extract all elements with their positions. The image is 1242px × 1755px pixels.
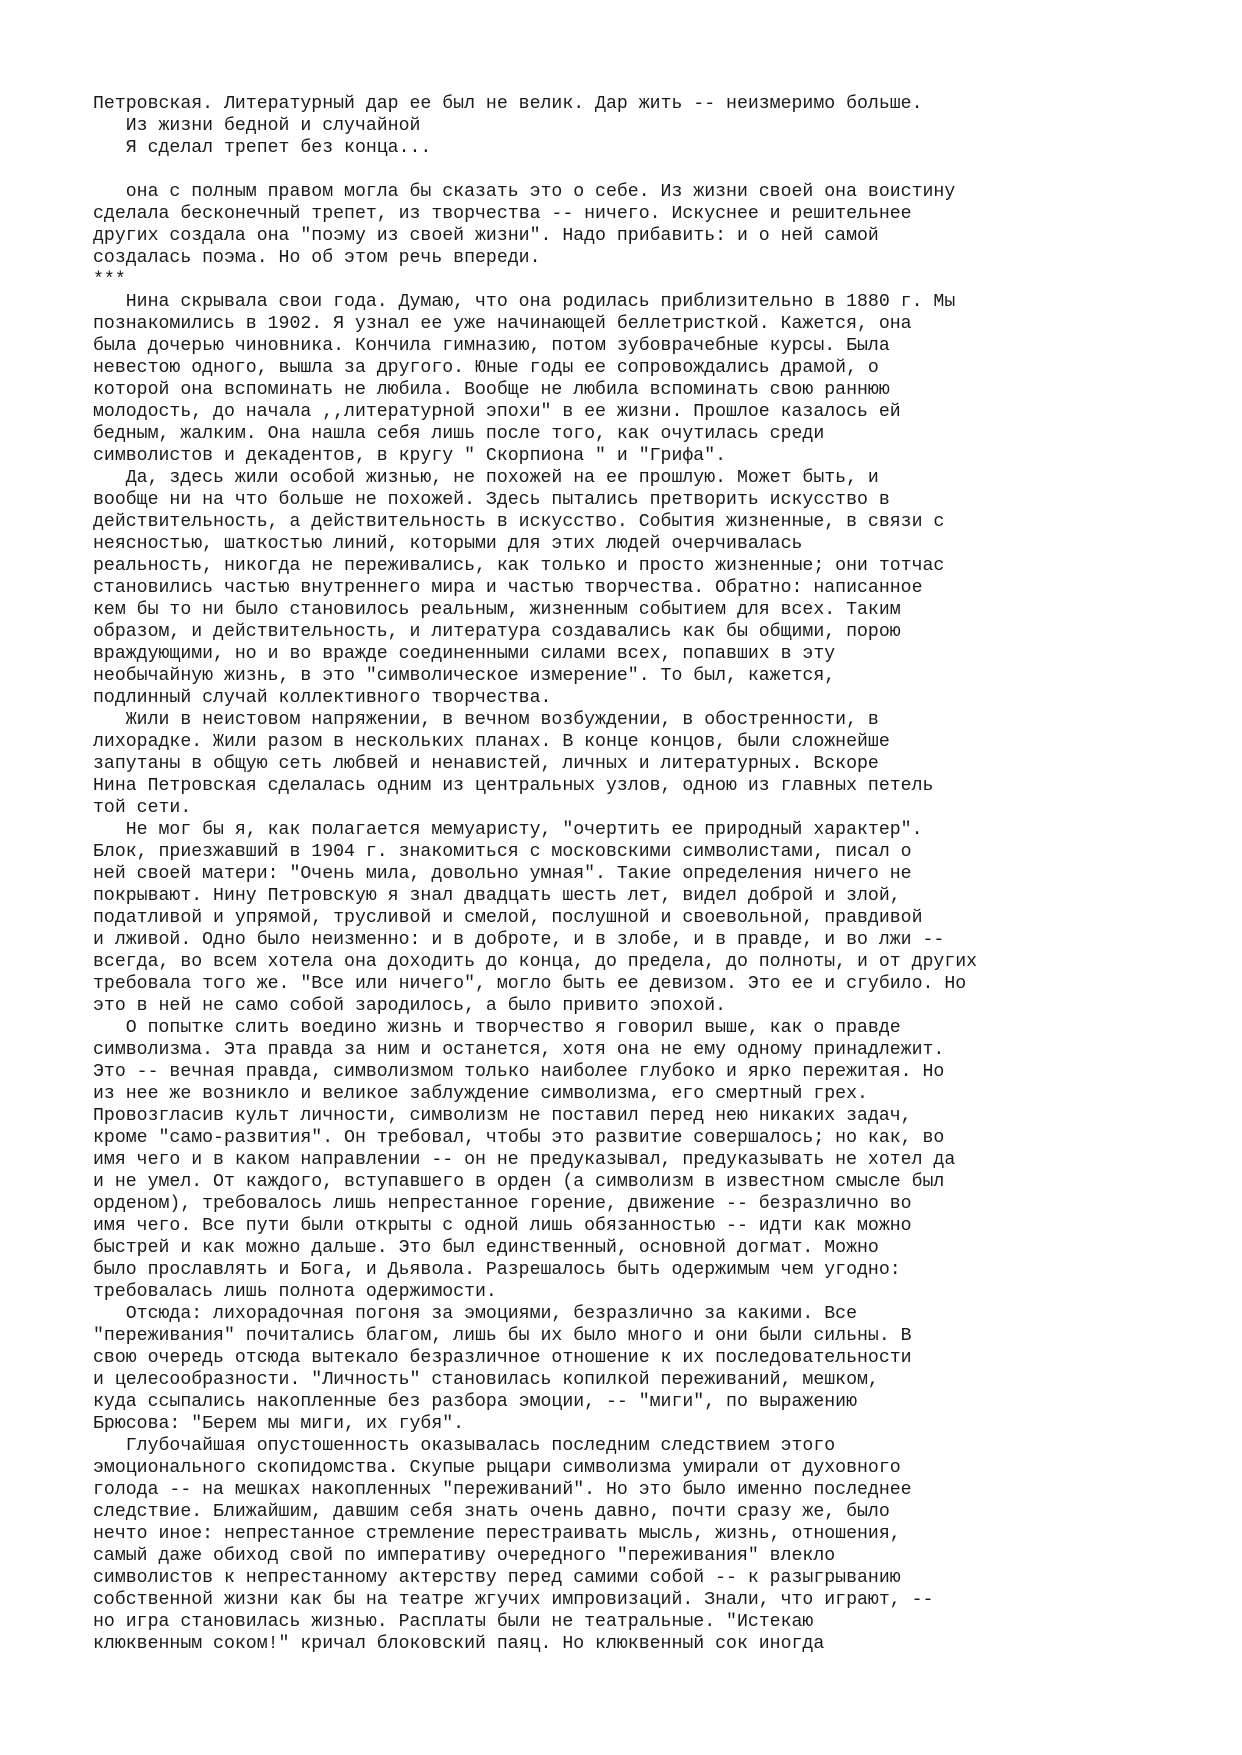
text-line: была дочерью чиновника. Кончила гимназию, потом зубоврачебные курсы. Была	[93, 336, 890, 356]
text-line: необычайную жизнь, в это "символическое измерение". То был, кажется,	[93, 666, 836, 686]
text-line: вообще ни на что больше не похожей. Здесь пытались претворить искусство в	[93, 490, 890, 510]
text-line: действительность, а действительность в искусство. События жизненные, в связи с	[93, 512, 945, 532]
text-line: и лживой. Одно было неизменно: и в доброте, и в злобе, и в правде, и во лжи --	[93, 930, 945, 950]
text-line: Это -- вечная правда, символизмом только наиболее глубоко и ярко пережитая. Но	[93, 1062, 945, 1082]
text-line: Нина скрывала свои года. Думаю, что она родилась приблизительно в 1880 г. Мы	[93, 292, 956, 312]
text-line: самый даже обиход свой по императиву очередного "переживания" влекло	[93, 1546, 836, 1566]
text-line: молодость, до начала ,,литературной эпохи" в ее жизни. Прошлое казалось ей	[93, 402, 901, 422]
text-line	[93, 159, 1213, 181]
text-line: податливой и упрямой, трусливой и смелой, послушной и своевольной, правдивой	[93, 908, 923, 928]
document-page	[93, 93, 1213, 1655]
text-line: кем бы то ни было становилось реальным, жизненным событием для всех. Таким	[93, 600, 901, 620]
text-line: запутаны в общую сеть любвей и ненавистей, личных и литературных. Вскоре	[93, 754, 879, 774]
text-line: покрывают. Нину Петровскую я знал двадцать шесть лет, видел доброй и злой,	[93, 886, 901, 906]
text-line: быстрей и как можно дальше. Это был единственный, основной догмат. Можно	[93, 1238, 879, 1258]
text-line: неясностью, шаткостью линий, которыми для этих людей очерчивалась	[93, 534, 803, 554]
text-line: познакомились в 1902. Я узнал ее уже начинающей беллетристкой. Кажется, она	[93, 314, 912, 334]
text-line: создалась поэма. Но об этом речь впереди.	[93, 248, 541, 268]
text-line: следствие. Ближайшим, давшим себя знать очень давно, почти сразу же, было	[93, 1502, 890, 1522]
text-line: невестою одного, вышла за другого. Юные годы ее сопровождались драмой, о	[93, 358, 879, 378]
text-line: нечто иное: непрестанное стремление перестраивать мысль, жизнь, отношения,	[93, 1524, 901, 1544]
text-line: было прославлять и Бога, и Дьявола. Разрешалось быть одержимым чем угодно:	[93, 1260, 901, 1280]
text-line: голода -- на мешках накопленных "переживаний". Но это было именно последнее	[93, 1480, 912, 1500]
text-line: ***	[93, 270, 126, 290]
text-line: и целесообразности. "Личность" становилась копилкой переживаний, мешком,	[93, 1370, 879, 1390]
text-line: бедным, жалким. Она нашла себя лишь после того, как очутилась среди	[93, 424, 825, 444]
text-line: имя чего. Все пути были открыты с одной лишь обязанностью -- идти как можно	[93, 1216, 912, 1236]
text-line: Я сделал трепет без конца...	[93, 138, 432, 158]
text-line: куда ссыпались накопленные без разбора эмоции, -- "миги", по выражению	[93, 1392, 857, 1412]
text-line: становились частью внутреннего мира и частью творчества. Обратно: написанное	[93, 578, 923, 598]
text-line: свою очередь отсюда вытекало безразличное отношение к их последовательности	[93, 1348, 912, 1368]
text-line: "переживания" почитались благом, лишь бы их было много и они были сильны. В	[93, 1326, 912, 1346]
text-line: образом, и действительность, и литература создавались как бы общими, порою	[93, 622, 901, 642]
text-line: Жили в неистовом напряжении, в вечном возбуждении, в обостренности, в	[93, 710, 879, 730]
text-line: символистов к непрестанному актерству перед самими собой -- к разыгрыванию	[93, 1568, 901, 1588]
text-line: которой она вспоминать не любила. Вообще не любила вспоминать свою раннюю	[93, 380, 890, 400]
text-line: подлинный случай коллективного творчества.	[93, 688, 552, 708]
text-line: но игра становилась жизнью. Расплаты были не театральные. "Истекаю	[93, 1612, 814, 1632]
text-line: орденом), требовалось лишь непрестанное горение, движение -- безразлично во	[93, 1194, 912, 1214]
text-line: клюквенным соком!" кричал блоковский паяц. Но клюквенный сок иногда	[93, 1634, 825, 1654]
text-line: других создала она "поэму из своей жизни". Надо прибавить: и о ней самой	[93, 226, 879, 246]
text-line: кроме "само-развития". Он требовал, чтобы это развитие совершалось; но как, во	[93, 1128, 945, 1148]
text-line: враждующими, но и во вражде соединенными силами всех, попавших в эту	[93, 644, 836, 664]
text-line: символистов и декадентов, в кругу " Скорпиона " и "Грифа".	[93, 446, 727, 466]
text-line: ней своей матери: "Очень мила, довольно умная". Такие определения ничего не	[93, 864, 912, 884]
text-line: Блок, приезжавший в 1904 г. знакомиться с московскими символистами, писал о	[93, 842, 912, 862]
text-line: Глубочайшая опустошенность оказывалась последним следствием этого	[93, 1436, 836, 1456]
text-line: имя чего и в каком направлении -- он не предуказывал, предуказывать не хотел да	[93, 1150, 956, 1170]
text-line: эмоционального скопидомства. Скупые рыцари символизма умирали от духовного	[93, 1458, 901, 1478]
text-line: О попытке слить воедино жизнь и творчество я говорил выше, как о правде	[93, 1018, 901, 1038]
text-line: символизма. Эта правда за ним и останется, хотя она не ему одному принадлежит.	[93, 1040, 945, 1060]
text-line: Не мог бы я, как полагается мемуаристу, "очертить ее природный характер".	[93, 820, 923, 840]
text-line: собственной жизни как бы на театре жгучих импровизаций. Знали, что играют, --	[93, 1590, 934, 1610]
text-line: Да, здесь жили особой жизнью, не похожей на ее прошлую. Может быть, и	[93, 468, 879, 488]
text-line: всегда, во всем хотела она доходить до конца, до предела, до полноты, и от других	[93, 952, 978, 972]
text-line: Отсюда: лихорадочная погоня за эмоциями, безразлично за какими. Все	[93, 1304, 857, 1324]
text-line: той сети.	[93, 798, 192, 818]
text-line: она с полным правом могла бы сказать это о себе. Из жизни своей она воистину	[93, 182, 956, 202]
text-line: реальность, никогда не переживались, как только и просто жизненные; они тотчас	[93, 556, 945, 576]
text-line: и не умел. От каждого, вступавшего в орден (а символизм в известном смысле был	[93, 1172, 945, 1192]
text-line: сделала бесконечный трепет, из творчества -- ничего. Искуснее и решительнее	[93, 204, 912, 224]
text-line: требовала того же. "Все или ничего", могло быть ее девизом. Это ее и сгубило. Но	[93, 974, 967, 994]
text-line: из нее же возникло и великое заблуждение символизма, его смертный грех.	[93, 1084, 868, 1104]
text-line: это в ней не само собой зародилось, а было привито эпохой.	[93, 996, 727, 1016]
text-line: лихорадке. Жили разом в нескольких планах. В конце концов, были сложнейше	[93, 732, 890, 752]
text-line: Петровская. Литературный дар ее был не велик. Дар жить -- неизмеримо больше.	[93, 94, 923, 114]
text-line: требовалась лишь полнота одержимости.	[93, 1282, 497, 1302]
text-line: Провозгласив культ личности, символизм не поставил перед нею никаких задач,	[93, 1106, 912, 1126]
text-line: Из жизни бедной и случайной	[93, 116, 421, 136]
text-line: Нина Петровская сделалась одним из центральных узлов, одною из главных петель	[93, 776, 934, 796]
text-line: Брюсова: "Берем мы миги, их губя".	[93, 1414, 465, 1434]
